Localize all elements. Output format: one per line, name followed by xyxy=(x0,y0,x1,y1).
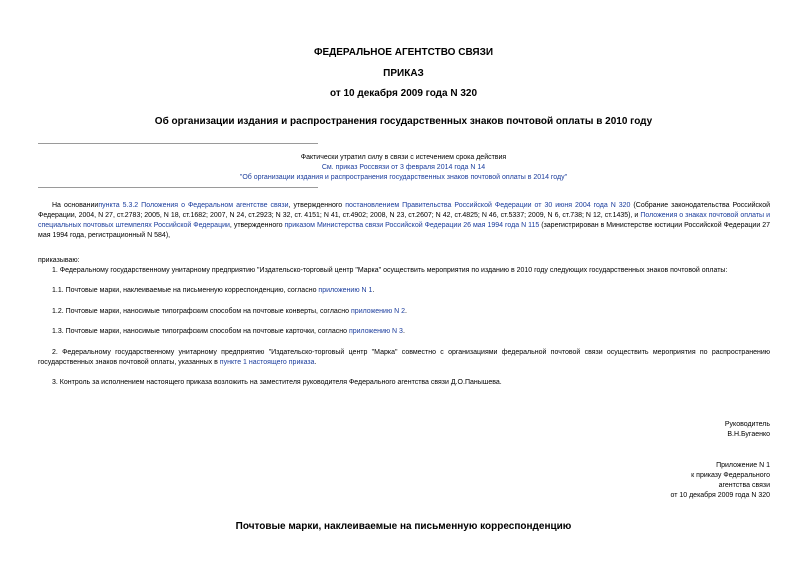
divider-top xyxy=(38,143,318,144)
basis-text-3: (Собрание законодательства Российской Федерации, 2004, N 27, ст.2783; 2005, N 18, ст.1682; 2007, N 24, ст.2923; N 32, ст. 4151; N 41, ст.4902; 2008, N 23, ст.2607; N 42, ст.4825; N 46, ст.5337; 2009, N 6, ст.738; N 12, ст.1435), и xyxy=(38,202,770,219)
order-item-2: 2. Федеральному государственному унитарному предприятию "Издательско-торговый центр "Марка" совместно с организациями федеральной почтовой связи осуществить мероприятия по распространению государственных знаков почтовой оплаты, указанных в пункте 1 настоящего приказа. xyxy=(38,349,770,366)
notice-link-title[interactable]: "Об организации издания и распространения государственных знаков почтовой оплаты в 2014 году" xyxy=(239,174,568,181)
notice-link-order[interactable]: См. приказ Россвязи от 3 февраля 2014 года N 14 xyxy=(321,164,486,171)
doc-title: Об организации издания и распространения государственных знаков почтовой оплаты в 2010 году xyxy=(154,116,653,127)
appendix-heading: Почтовые марки, наклеиваемые на письменную корреспонденцию xyxy=(235,521,572,532)
link-stamp-regulation[interactable]: Положения о знаках почтовой оплаты и специальных почтовых штемпелях Российской Федерации xyxy=(38,212,770,229)
appendix-ref-1: к приказу Федерального xyxy=(691,472,770,479)
order-item-1: 1. Федеральному государственному унитарному предприятию "Издательско-торговый центр "Марка" осуществить мероприятия по изданию в 2010 году следующих государственных знаков почтовой оплаты: xyxy=(52,267,728,274)
basis-text-2: , утвержденного xyxy=(288,202,343,209)
basis-paragraph xyxy=(38,201,770,241)
order-item-1-3: 1.3. Почтовые марки, наносимые типографским способом на почтовые карточки, согласно приложению N 3. xyxy=(52,328,405,335)
order-item-1-3-text: 1.3. Почтовые марки, наносимые типографским способом на почтовые карточки, согласно xyxy=(52,328,349,335)
divider-bottom xyxy=(38,187,318,188)
signature-role: Руководитель xyxy=(724,421,770,428)
order-item-1-1: 1.1. Почтовые марки, наклеиваемые на письменную корреспонденцию, согласно приложению N 1. xyxy=(52,287,375,294)
link-government-decree[interactable]: постановлением Правительства Российской Федерации от 30 июня 2004 года N 320 xyxy=(345,202,631,209)
order-word: приказываю: xyxy=(38,257,80,264)
appendix-label: Приложение N 1 xyxy=(716,462,770,469)
link-appendix-3[interactable]: приложению N 3 xyxy=(348,328,403,335)
notice-line: Фактически утратил силу в связи с истечением срока действия xyxy=(300,154,507,161)
basis-text-1: На основании xyxy=(52,202,99,209)
appendix-ref-3: от 10 декабря 2009 года N 320 xyxy=(670,492,770,499)
basis-text-4: , утвержденного xyxy=(229,222,285,229)
doc-type-heading: ПРИКАЗ xyxy=(383,68,424,79)
link-point-1[interactable]: пункте 1 настоящего приказа xyxy=(219,359,315,366)
order-item-1-2-text: 1.2. Почтовые марки, наносимые типографским способом на почтовые конверты, согласно xyxy=(52,308,352,315)
link-appendix-1[interactable]: приложению N 1 xyxy=(318,287,373,294)
order-item-1-2: 1.2. Почтовые марки, наносимые типографским способом на почтовые конверты, согласно приложению N 2. xyxy=(52,308,407,315)
basis-text-5: (зарегистрирован в Министерстве юстиции Российской Федерации 27 мая 1994 года, регистрационный N 584), xyxy=(38,222,770,239)
link-appendix-2[interactable]: приложению N 2 xyxy=(351,308,406,315)
appendix-ref-2: агентства связи xyxy=(718,482,770,489)
doc-date: от 10 декабря 2009 года N 320 xyxy=(329,88,478,99)
order-item-3: 3. Контроль за исполнением настоящего приказа возложить на заместителя руководителя Федерального агентства связи Д.О.Панышева. xyxy=(52,379,502,386)
agency-heading: ФЕДЕРАЛЬНОЕ АГЕНТСТВО СВЯЗИ xyxy=(313,47,494,58)
link-ministry-order[interactable]: приказом Министерства связи Российской Федерации 26 мая 1994 года N 115 xyxy=(284,222,540,229)
order-item-2-text: 2. Федеральному государственному унитарному предприятию "Издательско-торговый центр "Марка" совместно с организациями федеральной почтовой связи осуществить мероприятия по распространению государственных знаков почтовой оплаты, указанных в xyxy=(38,349,770,366)
order-item-1-1-text: 1.1. Почтовые марки, наклеиваемые на письменную корреспонденцию, согласно xyxy=(52,287,319,294)
signature-name: В.Н.Бугаенко xyxy=(727,431,770,438)
link-regulation-point[interactable]: пункта 5.3.2 Положения о Федеральном агентстве связи xyxy=(98,202,289,209)
